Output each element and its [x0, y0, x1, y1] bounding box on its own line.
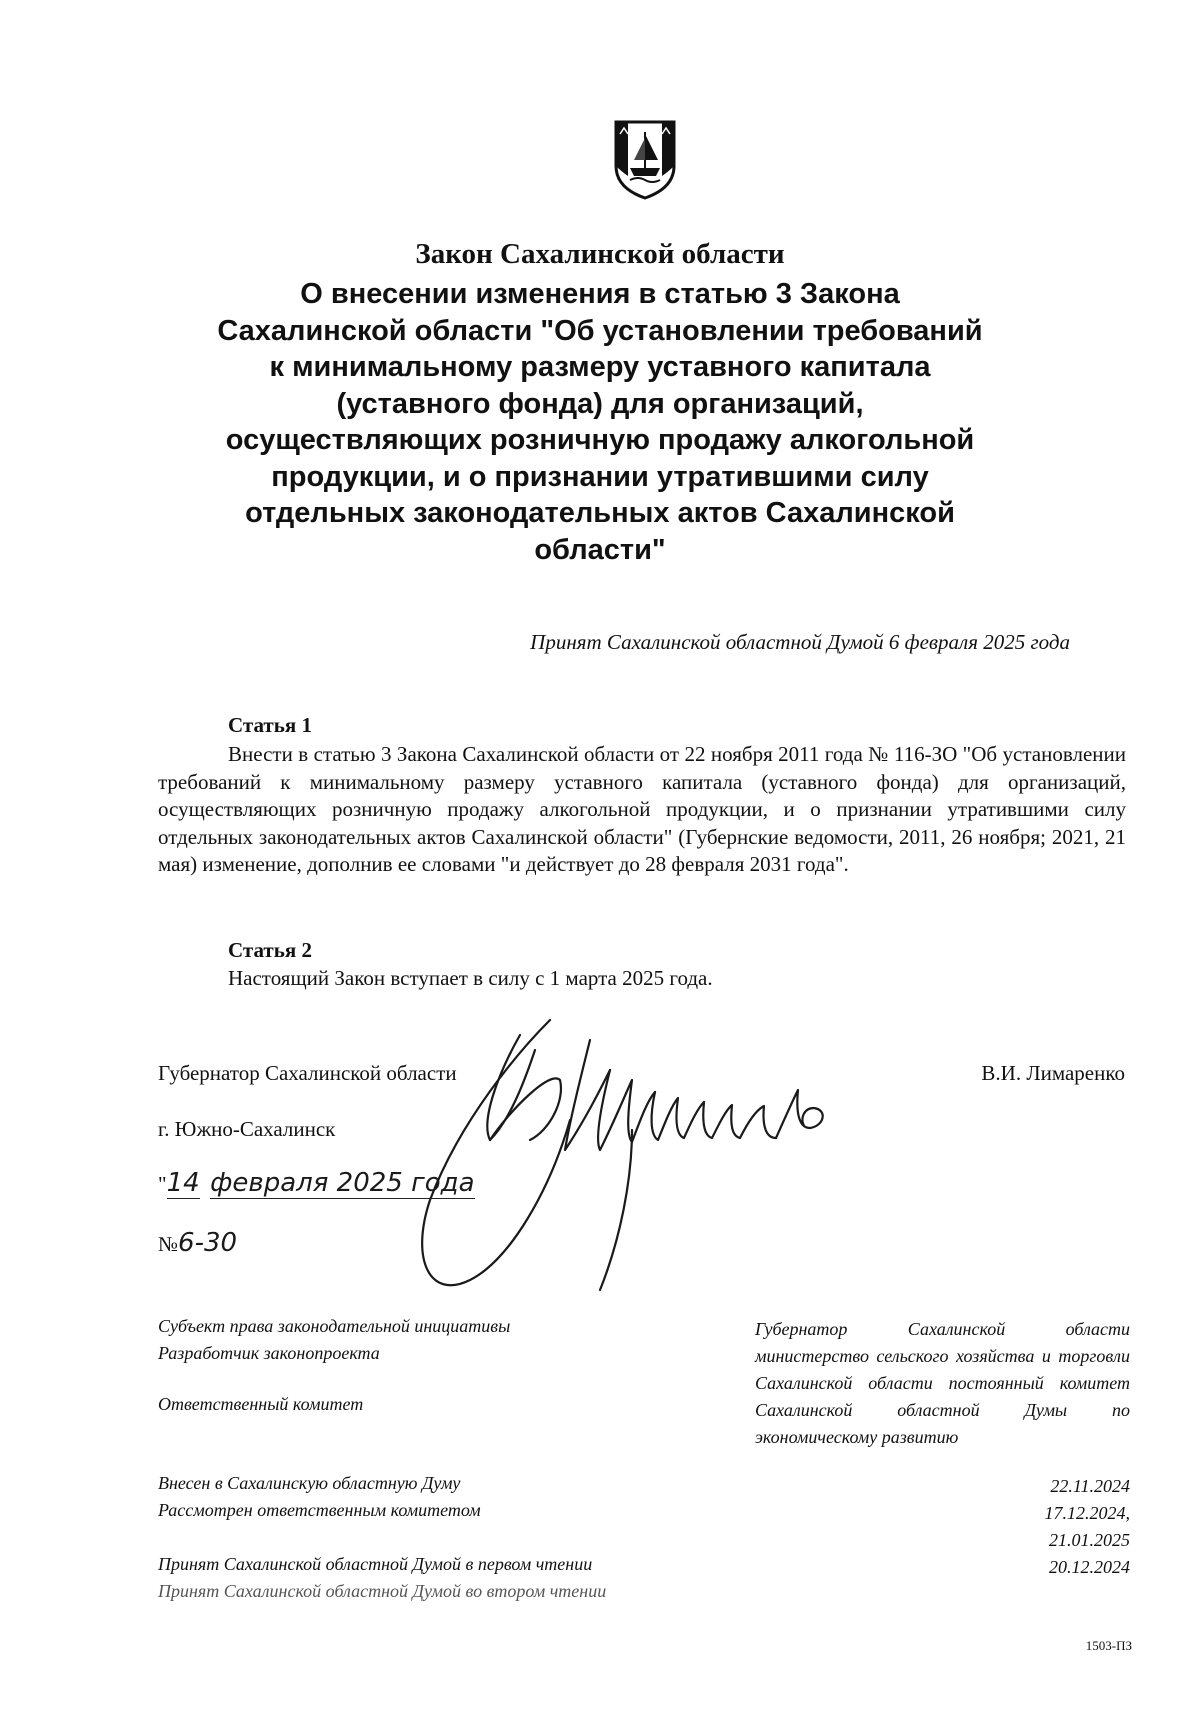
date-reviewed-1: 17.12.2024,	[1044, 1503, 1130, 1523]
date-reviewed-2: 21.01.2025	[1049, 1530, 1130, 1550]
handwritten-signature	[400, 1010, 920, 1310]
adoption-note: Принят Сахалинской областной Думой 6 февраля 2025 года	[530, 630, 1070, 654]
initiative-details: Губернатор Сахалинской области министерство сельского хозяйства и торговли Сахалинской области постоянный комитет Сахалинской областной Думы по экономическому развитию	[755, 1319, 1130, 1447]
first-reading-label: Принят Сахалинской областной Думой в первом чтении	[158, 1554, 593, 1574]
law-title: Закон Сахалинской области	[415, 238, 785, 270]
subtitle-line: О внесении изменения в статью 3 Закона	[300, 278, 900, 310]
signing-city: г. Южно-Сахалинск	[158, 1117, 336, 1141]
subject-label: Субъект права законодательной инициативы	[158, 1316, 511, 1336]
article-1-text: Внести в статью 3 Закона Сахалинской области от 22 ноября 2011 года № 116-ЗО "Об установлении требований к минимальному размеру уставного капитала (уставного фонда) для организаций, осуществляющих розничную продажу алкогольной продукции, и о признании утратившими силу отдельных законодательных актов Сахалинской области" (Губернские ведомости, 2011, 26 ноября; 2021, 21 мая) изменение, дополнив ее словами "и действует до 28 февраля 2031 года".	[158, 742, 1126, 877]
reviewed-label: Рассмотрен ответственным комитетом	[158, 1500, 481, 1520]
article-2-text: Настоящий Закон вступает в силу с 1 марта 2025 года.	[228, 966, 713, 990]
number-value: 6-30	[178, 1228, 238, 1258]
subtitle-line: отдельных законодательных актов Сахалинской	[245, 497, 955, 529]
subtitle-line: к минимальному размеру уставного капитала	[269, 351, 931, 383]
date-month-year: февраля 2025 года	[210, 1168, 475, 1198]
article-1-heading: Статья 1	[228, 713, 312, 737]
subtitle-line: (уставного фонда) для организаций,	[336, 387, 864, 420]
submitted-label: Внесен в Сахалинскую областную Думу	[158, 1473, 461, 1493]
number-prefix: №	[158, 1232, 179, 1256]
article-2-heading: Статья 2	[228, 938, 312, 962]
process-dates	[1045, 1473, 1131, 1581]
law-subtitle	[100, 276, 1100, 568]
subtitle-line: области"	[534, 533, 666, 566]
law-number	[158, 1228, 237, 1258]
date-open-quote: "	[158, 1172, 167, 1196]
committee-label: Ответственный комитет	[158, 1394, 364, 1414]
developer-label: Разработчик законопроекта	[158, 1343, 380, 1363]
signing-date	[158, 1168, 475, 1198]
subtitle-line: продукции, и о признании утратившими силу	[271, 460, 929, 493]
document-code: 1503-ПЗ	[1085, 1638, 1132, 1653]
date-first-reading: 20.12.2024	[1049, 1557, 1130, 1577]
coat-of-arms-icon	[606, 116, 684, 200]
date-submitted: 22.11.2024	[1050, 1476, 1130, 1496]
second-reading-label: Принят Сахалинской областной Думой во втором чтении	[158, 1581, 607, 1601]
subtitle-line: осуществляющих розничную продажу алкогольной	[225, 424, 975, 456]
date-day: 14	[166, 1168, 200, 1198]
subtitle-line: Сахалинской области "Об установлении требований	[217, 314, 983, 347]
governor-position: Губернатор Сахалинской области	[158, 1061, 457, 1085]
governor-name: В.И. Лимаренко	[981, 1061, 1125, 1085]
